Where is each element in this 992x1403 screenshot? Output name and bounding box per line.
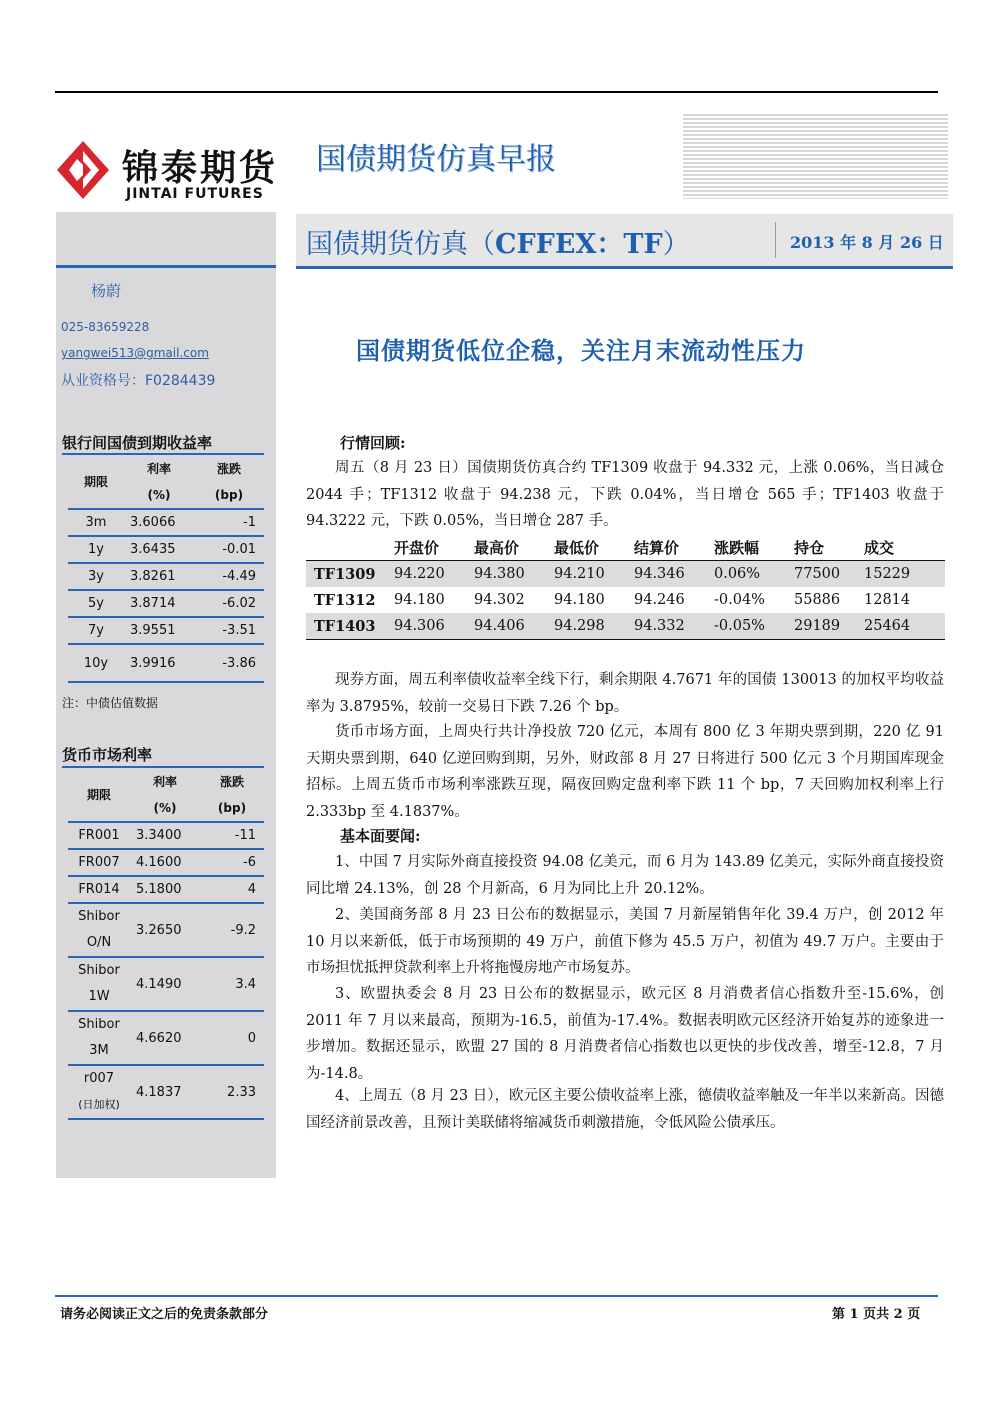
company-name-cn: 锦泰期货: [122, 148, 279, 189]
footer-disclaimer: 请务必阅读正文之后的免责条款部分: [60, 1307, 269, 1322]
fundamentals-item: 3、欧盟执委会 8 月 23 日公布的数据显示，欧元区 8 月消费者信心指数升至-15.6%，创 2011 年 7 月以来最高，预期为-16.5，前值为-17.4%。数据表明欧元区经济开始复苏的迹象进一步增加。数据还显示，欧盟 27 国的 8 月消费者信心指数也以更快的步伐改善，增至-12.8，7 月为-14.8。: [306, 986, 944, 1082]
table-row: 10y 3.9916 -3.86: [68, 644, 264, 682]
table-row: Shibor O/N 3.2650 -9.2: [68, 903, 264, 957]
col-rate: 利率 (%): [146, 462, 171, 502]
table-row: FR007 4.1600 -6: [68, 849, 264, 876]
spot-paragraph: 现券方面，周五利率债收益率全线下行，剩余期限 4.7671 年的国债 130013 的加权平均收益率为 3.8795%，较前一交易日下跌 7.26 个 bp。: [306, 672, 944, 715]
col-rate: 利率 (%): [152, 775, 177, 815]
money-market-title: 货币市场利率: [62, 746, 153, 764]
table-row: FR014 5.1800 4: [68, 876, 264, 903]
analyst-name: 杨蔚: [91, 282, 122, 300]
col-change: 涨跌 (bp): [214, 462, 244, 502]
col-term: 期限: [86, 788, 111, 802]
bond-yield-rule: [62, 453, 264, 455]
bond-yield-table: [68, 456, 264, 683]
footer-page-number: 第 1 页共 2 页: [832, 1307, 921, 1322]
table-row: FR001 3.3400 -11: [68, 822, 264, 849]
bond-yield-title: 银行间国债到期收益率: [62, 434, 213, 452]
review-paragraph: 周五（8 月 23 日）国债期货仿真合约 TF1309 收盘于 94.332 元，上涨 0.06%，当日减仓 2044 手；TF1312 收盘于 94.238 元，下跌 0.04%，当日增仓 565 手；TF1403 收盘于 94.3222 元，下跌 0.05%，当日增仓 287 手。: [306, 460, 944, 529]
table-row: TF1312 94.180 94.302 94.180 94.246 -0.04% 55886 12814: [314, 591, 911, 609]
review-title: 行情回顾:: [340, 434, 406, 452]
headline: 国债期货低位企稳，关注月末流动性压力: [356, 337, 806, 365]
company-name-en: JINTAI FUTURES: [126, 186, 264, 202]
subtitle: 国债期货仿真（CFFEX：TF）: [306, 229, 690, 260]
fundamentals-item: 2、美国商务部 8 月 23 日公布的数据显示，美国 7 月新屋销售年化 39.4 万户，创 2012 年 10 月以来新低，低于市场预期的 49 万户，前值下修为 45.5 万户，初值为 49.7 万户。主要由于市场担忧抵押贷款利率上升将拖慢房地产市场复苏。: [306, 907, 944, 976]
bond-yield-note: 注：中债估值数据: [62, 696, 159, 710]
fundamentals-title: 基本面要闻:: [340, 827, 421, 845]
analyst-phone: 025-83659228: [61, 320, 150, 334]
table-row: Shibor 3M 4.6620 0: [68, 1011, 264, 1065]
table-row: TF1403 94.306 94.406 94.298 94.332 -0.05% 29189 25464: [306, 613, 945, 640]
money-market-table: [68, 769, 264, 1120]
decorative-stripes: [683, 114, 948, 199]
table-row: 5y 3.8714 -6.02: [68, 590, 264, 617]
footer-rule: [55, 1295, 938, 1297]
report-title: 国债期货仿真早报: [316, 142, 556, 177]
company-logo-icon: [57, 141, 109, 199]
table-row: Shibor 1W 4.1490 3.4: [68, 957, 264, 1011]
table-row: 7y 3.9551 -3.51: [68, 617, 264, 644]
table-row: r007 (日加权) 4.1837 2.33: [68, 1065, 264, 1119]
table-row: 3m 3.6066 -1: [68, 509, 264, 536]
table-row: 1y 3.6435 -0.01: [68, 536, 264, 563]
market-table: [306, 534, 945, 640]
subtitle-separator: [775, 222, 776, 258]
fundamentals-item: 1、中国 7 月实际外商直接投资 94.08 亿美元，而 6 月为 143.89 亿美元，实际外商直接投资同比增 24.13%，创 28 个月新高，6 月为同比上升 20.12%。: [306, 854, 944, 897]
money-market-rule: [62, 766, 264, 768]
analyst-email-link[interactable]: yangwei513@gmail.com: [61, 346, 209, 360]
table-row: TF1309 94.220 94.380 94.210 94.346 0.06% 77500 15229: [306, 561, 945, 588]
money-paragraph: 货币市场方面，上周央行共计净投放 720 亿元，本周有 800 亿 3 年期央票到期，220 亿 91 天期央票到期，640 亿逆回购到期，另外，财政部 8 月 27 日将进行 500 亿元 3 个月期国库现金招标。上周五货币市场利率涨跌互现，隔夜回购定盘利率下跌 11 个 bp，7 天回购加权利率上行 2.333bp 至 4.1837%。: [306, 724, 944, 820]
subtitle-rule: [296, 266, 953, 269]
sidebar-rule: [56, 265, 276, 268]
market-table-header: 开盘价 最高价 最低价 结算价 涨跌幅 持仓 成交: [306, 534, 945, 561]
table-row: 3y 3.8261 -4.49: [68, 563, 264, 590]
top-rule: [55, 91, 938, 93]
col-change: 涨跌 (bp): [217, 775, 247, 815]
fundamentals-item: 4、上周五（8 月 23 日），欧元区主要公债收益率上涨，德债收益率触及一年半以来新高。因德国经济前景改善，且预计美联储将缩减货币刺激措施，令低风险公债承压。: [306, 1088, 944, 1131]
report-date: 2013 年 8 月 26 日: [790, 233, 944, 252]
analyst-license: 从业资格号：F0284439: [61, 373, 216, 389]
col-term: 期限: [83, 475, 108, 489]
